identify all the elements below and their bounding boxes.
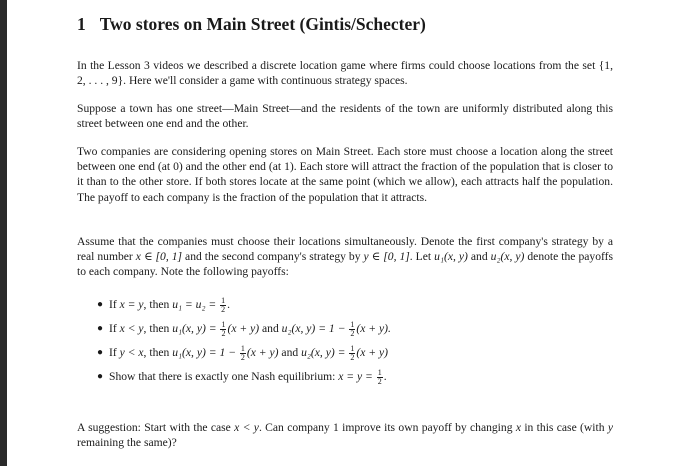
section-number: 1 xyxy=(77,14,86,34)
bullet-text: , then xyxy=(143,298,173,311)
paragraph-intro-text: In the Lesson 3 videos we described a discrete location game where firms could choose locations from the set {1, 2, . . . , 9}. Here we'll consider a game with continuous strategy spaces. xyxy=(77,59,613,88)
list-item xyxy=(97,341,597,365)
bullet-text: Show that there is exactly one Nash equilibrium: xyxy=(109,370,339,383)
paragraph-assume xyxy=(77,234,613,280)
assume-text-1: Assume that the companies must choose their locations simultaneously. Denote the first company's strategy by a real number xyxy=(77,235,613,264)
fraction-half: $\frac{1}{2}$ xyxy=(377,367,382,386)
paragraph-suggestion xyxy=(77,420,613,450)
suggestion-text-1: A suggestion: Start with the case xyxy=(77,421,235,434)
bullet-icon: ● xyxy=(97,299,104,310)
paragraph-main-street xyxy=(77,101,613,131)
assume-math-u2: u₂(x, y) xyxy=(490,250,525,264)
suggestion-math-2: x xyxy=(515,421,521,434)
bullet-math: y < x xyxy=(119,346,144,359)
bullet-text: , then xyxy=(143,322,173,335)
bullet-text: , then xyxy=(143,346,173,359)
bullet-math: (x + y) xyxy=(356,346,388,359)
suggestion-math-3: y xyxy=(607,421,614,434)
suggestion-math-1: x < y xyxy=(234,421,259,434)
suggestion-text-2: . Can company 1 improve its own payoff by changing xyxy=(258,421,516,434)
bullet-text: If xyxy=(109,346,120,359)
bullet-math: u₂(x, y) = 1 − xyxy=(281,322,349,335)
list-item xyxy=(97,317,597,341)
bullet-math: u₁(x, y) = 1 − xyxy=(172,346,239,359)
paragraph-companies-text: Two companies are considering opening stores on Main Street. Each store must choose a location along the street between one end (at 0) and the other end (at 1). Each store will attract the fraction of the population that is closer to it than to the other store. If both stores locate at the same point (which we allow), each attracts half the population. The payoff to each company is the fraction of the population that it attracts. xyxy=(77,145,613,204)
bullet-text: and xyxy=(278,346,302,359)
bullet-text: If xyxy=(109,322,120,335)
bullet-text: . xyxy=(227,298,231,311)
list-item xyxy=(97,365,597,389)
bullet-math: (x + y) xyxy=(246,346,279,359)
fraction-half: $\frac{1}{2}$ xyxy=(240,343,245,362)
bullet-math: (x + y) xyxy=(227,322,260,335)
assume-math-y: y ∈ [0, 1] xyxy=(363,250,410,264)
bullet-text: and xyxy=(259,322,282,335)
assume-text-4: and xyxy=(467,250,491,264)
suggestion-text-3: in this case (with xyxy=(521,421,608,434)
suggestion-text-4: remaining the same)? xyxy=(77,436,177,450)
assume-math-x: x ∈ [0, 1] xyxy=(135,250,183,264)
bullet-math: u₁ = u₂ = xyxy=(172,298,220,311)
left-edge-shadow xyxy=(0,0,7,466)
bullet-text: If xyxy=(109,298,120,311)
bullet-math: x < y xyxy=(119,322,144,335)
bullet-icon: ● xyxy=(97,347,104,358)
assume-text-3: . Let xyxy=(409,250,435,264)
paragraph-companies xyxy=(77,144,613,205)
bullet-math: x = y xyxy=(119,298,144,311)
section-title: Two stores on Main Street (Gintis/Schecter) xyxy=(99,14,426,34)
fraction-half: $\frac{1}{2}$ xyxy=(350,343,355,362)
assume-text-2: and the second company's strategy by xyxy=(182,250,364,264)
bullet-math: (x + y). xyxy=(356,322,391,335)
fraction-half: $\frac{1}{2}$ xyxy=(221,295,226,314)
paragraph-intro xyxy=(77,58,613,88)
list-item xyxy=(97,293,597,317)
assume-text-5: denote the payoffs to each company. Note the following payoffs: xyxy=(77,250,614,279)
bullet-math: u₁(x, y) = xyxy=(172,322,220,335)
fraction-half: $\frac{1}{2}$ xyxy=(350,319,355,338)
bullet-icon: ● xyxy=(97,323,104,334)
paragraph-main-street-text: Suppose a town has one street—Main Street—and the residents of the town are uniformly distributed along this street between one end and the other. xyxy=(77,102,613,131)
payoff-list xyxy=(97,293,597,389)
assume-math-u1: u₁(x, y) xyxy=(434,250,468,264)
bullet-math: x = y = xyxy=(338,370,376,383)
bullet-icon: ● xyxy=(97,371,104,382)
bullet-math: u₂(x, y) = xyxy=(301,346,349,359)
section-heading xyxy=(77,13,426,35)
bullet-text: . xyxy=(383,370,387,383)
fraction-half: $\frac{1}{2}$ xyxy=(221,319,226,338)
